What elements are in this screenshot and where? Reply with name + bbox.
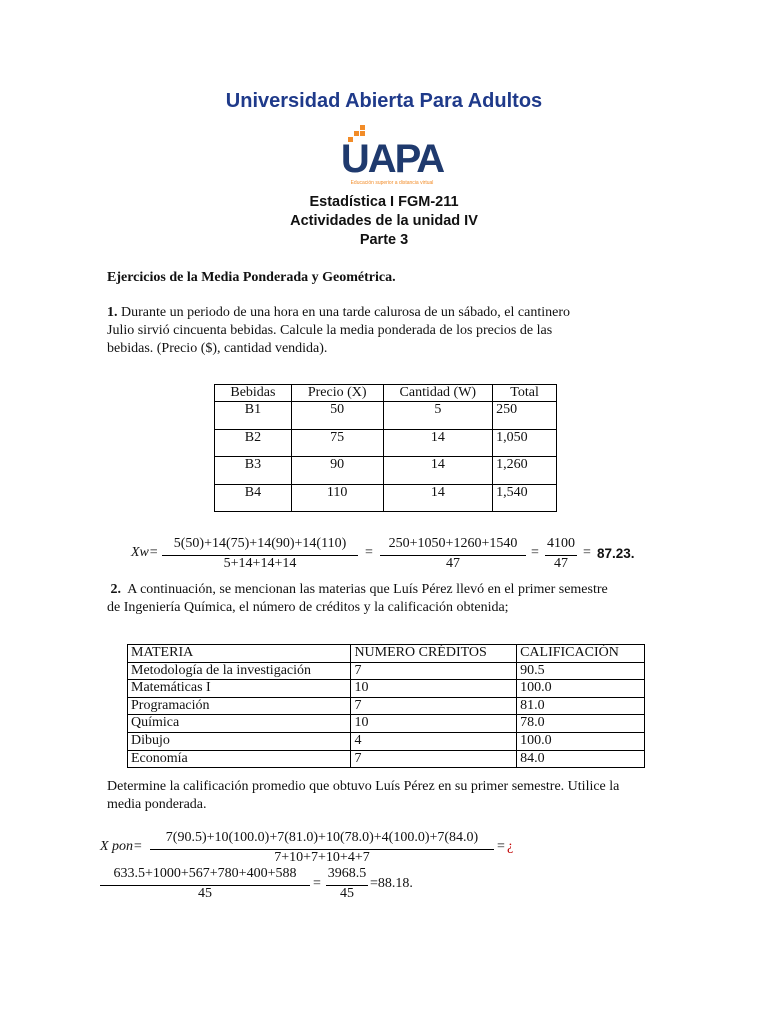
table-row: Economía 7 84.0 (128, 750, 645, 768)
table-row: Metodología de la investigación 7 90.5 (128, 662, 645, 680)
table-header: Bebidas (215, 385, 292, 402)
exercise2-text: 2. A continuación, se mencionan las materias que Luís Pérez llevó en el primer semestre de Ingeniería Química, el número de créditos y la calificación obtenida; (107, 582, 608, 615)
table-row: Programación 7 81.0 (128, 697, 645, 715)
drinks-table (214, 384, 557, 512)
unit-title: Actividades de la unidad IV (290, 213, 478, 229)
table-row: B1 50 5 250 (215, 402, 557, 430)
table-row: B4 110 14 1,540 (215, 484, 557, 512)
table-header: MATERIA (128, 645, 351, 663)
section-title: Ejercicios de la Media Ponderada y Geométrica. (107, 270, 396, 285)
course-title: Estadística I FGM-211 (309, 194, 459, 210)
table-header: NUMERO CRÉDITOS (351, 645, 517, 663)
table-header: Total (493, 385, 557, 402)
exercise2-number: 2. (110, 582, 121, 597)
table-header: Cantidad (W) (383, 385, 493, 402)
subjects-table (127, 644, 645, 768)
logo-wordmark: UAPA (340, 137, 444, 181)
uapa-logo (334, 122, 450, 192)
table-row: B3 90 14 1,260 (215, 457, 557, 485)
table-row: B2 75 14 1,050 (215, 429, 557, 457)
table-row: Dibujo 4 100.0 (128, 732, 645, 750)
table-row: Matemáticas I 10 100.0 (128, 680, 645, 698)
table-header: Precio (X) (291, 385, 383, 402)
part-title: Parte 3 (359, 232, 409, 248)
table-header: CALIFICACIÓN (517, 645, 645, 663)
exercise1-text: 1. Durante un periodo de una hora en una tarde calurosa de un sábado, el cantinero Julio sirvió cincuenta bebidas. Calcule la media ponderada de los precios de las bebidas. (Precio ($), cantidad vendida). (107, 305, 570, 356)
exercise2-question: Determine la calificación promedio que obtuvo Luís Pérez en su primer semestre. Utilice la media ponderada. (107, 779, 620, 812)
table-row: Química 10 78.0 (128, 715, 645, 733)
exercise1-number: 1. (107, 305, 118, 320)
university-title: Universidad Abierta Para Adultos (225, 90, 543, 112)
logo-tagline: Educación superior a distancia virtual (350, 180, 434, 186)
